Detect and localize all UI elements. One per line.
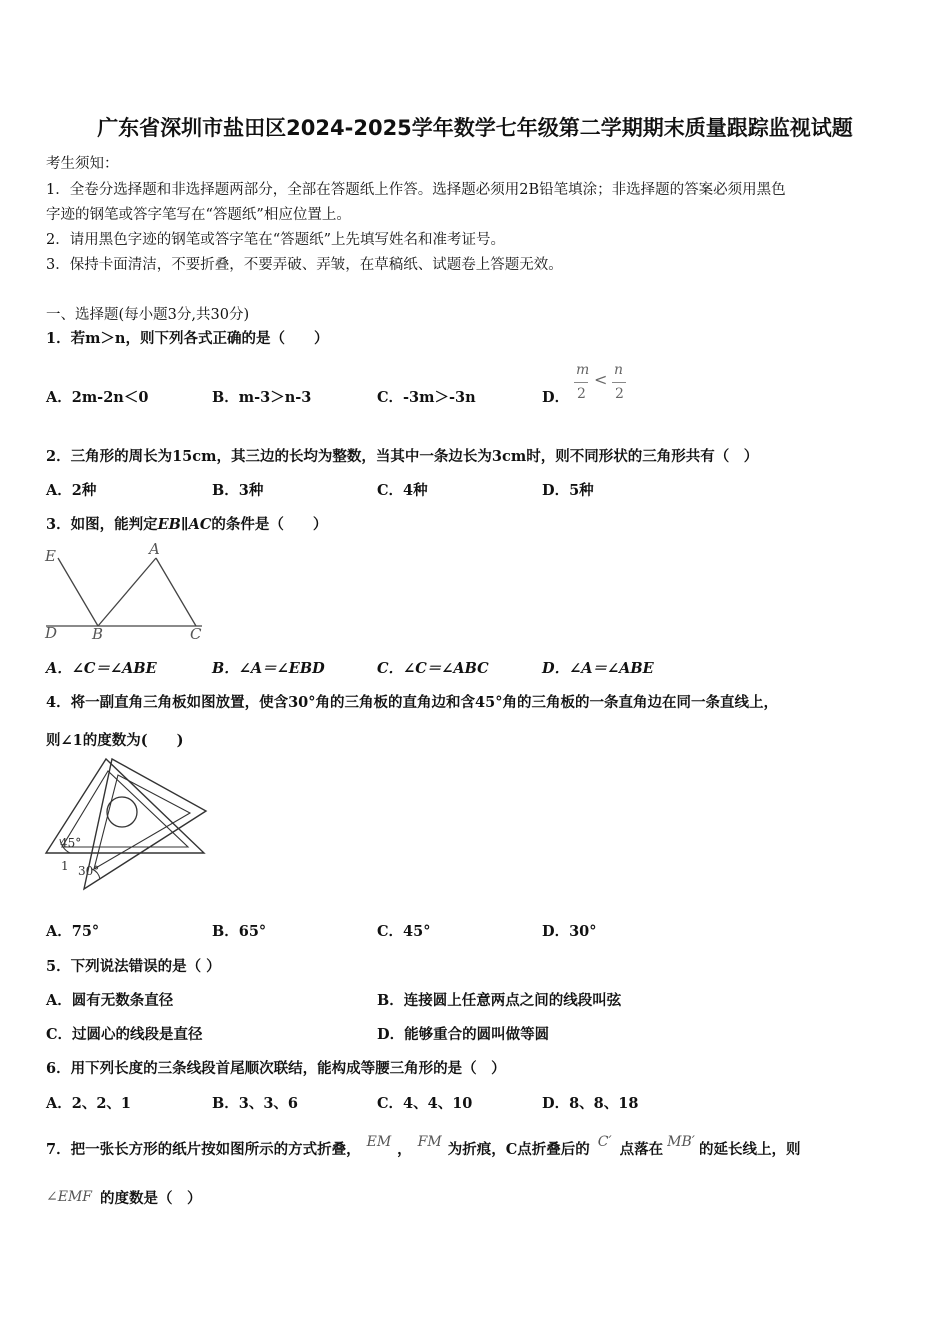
q6-option-c: C．4、4、10 <box>377 1095 473 1112</box>
q7-part1: 7．把一张长方形的纸片按如图所示的方式折叠， <box>46 1141 361 1158</box>
q4-stem-line1: 4．将一副直角三角板如图放置，使含30°角的三角板的直角边和含45°角的三角板的一条直角边在同一条直线上， <box>46 694 778 711</box>
q1-frac2-den: 2 <box>615 386 624 402</box>
q4-stem-line2: 则∠1的度数为( ) <box>46 732 184 749</box>
q3-label-b: B <box>92 625 104 643</box>
notice-heading: 考生须知： <box>46 156 119 172</box>
q7-math-angle-emf: ∠EMF <box>46 1189 92 1205</box>
q4-option-d: D．30° <box>542 923 597 940</box>
notice-item-2: 2．请用黑色字迹的钢笔或答字笔在“答题纸”上先填写姓名和准考证号。 <box>46 232 506 248</box>
q3-label-d: D <box>45 624 58 642</box>
q3-stem <box>46 513 327 534</box>
q1-frac1-num: m <box>576 362 590 378</box>
q7-math-mb-prime: MB′ <box>667 1134 695 1150</box>
q7-part2: 为折痕，C点折叠后的 <box>447 1141 590 1158</box>
q3-option-a: A．∠C＝∠ABE <box>46 660 157 677</box>
q1-option-d: D． <box>542 389 570 406</box>
q4-label-1: 1 <box>61 859 69 873</box>
q4-option-b: B．65° <box>212 923 267 940</box>
q3-option-d: D．∠A＝∠ABE <box>542 660 654 677</box>
q4-triangle-30-inner <box>94 775 190 869</box>
q4-triangle-30 <box>84 759 206 889</box>
q4-label-30: 30° <box>78 864 100 878</box>
q1-frac2-bar <box>612 382 626 383</box>
q3-option-b: B．∠A＝∠EBD <box>212 660 325 677</box>
q7-part3: 点落在 <box>619 1141 664 1158</box>
q3-segment-eb <box>58 558 98 626</box>
page-title: 广东省深圳市盐田区2024-2025学年数学七年级第二学期期末质量跟踪监视试题 <box>97 116 853 140</box>
q7-stem-line2 <box>46 1187 202 1208</box>
q4-option-c: C．45° <box>377 923 431 940</box>
q3-label-a: A <box>149 540 160 558</box>
q6-stem: 6．用下列长度的三条线段首尾顺次联结，能构成等腰三角形的是（ ） <box>46 1060 506 1077</box>
q1-option-c: C．-3m＞-3n <box>377 389 476 406</box>
q7-part4: 的延长线上，则 <box>698 1141 801 1158</box>
q7-math-c-prime: C′ <box>597 1134 612 1150</box>
q5-option-b: B．连接圆上任意两点之间的线段叫弦 <box>377 992 622 1009</box>
q3-label-c: C <box>190 625 202 643</box>
notice-item-1: 1．全卷分选择题和非选择题两部分，全部在答题纸上作答。选择题必须用2B铅笔填涂；非选择题的答案必须用黑色 <box>46 182 786 198</box>
q1-frac-relation: < <box>594 370 608 389</box>
q7-stem-line1 <box>46 1134 801 1159</box>
q3-stem-post: 的条件是（ ） <box>211 516 328 533</box>
q3-segment-ac <box>156 558 196 626</box>
q2-option-c: C．4种 <box>377 482 428 499</box>
q2-stem: 2．三角形的周长为15cm，其三边的长均为整数，当其中一条边长为3cm时，则不同形状的三角形共有（ ） <box>46 448 759 465</box>
q7-part5: 的度数是（ ） <box>100 1190 202 1207</box>
q1-frac2-num: n <box>614 362 624 378</box>
q5-option-d: D．能够重合的圆叫做等圆 <box>377 1026 550 1043</box>
q6-option-b: B．3、3、6 <box>212 1095 299 1112</box>
q3-option-c: C．∠C＝∠ABC <box>377 660 489 677</box>
q5-option-c: C．过圆心的线段是直径 <box>46 1026 203 1043</box>
q1-option-b: B．m-3＞n-3 <box>212 389 312 406</box>
q4-circle-hole <box>107 797 137 827</box>
q6-option-a: A．2、2、1 <box>46 1095 132 1112</box>
q1-frac1-bar <box>574 382 588 383</box>
q7-math-fm: FM <box>417 1134 442 1150</box>
q4-figure <box>40 755 210 895</box>
q3-stem-pre: 3．如图，能判定 <box>46 516 158 533</box>
q1-option-a: A．2m-2n＜0 <box>46 389 149 406</box>
section-heading: 一、选择题(每小题3分,共30分) <box>46 307 250 323</box>
q1-frac1-den: 2 <box>577 386 586 402</box>
q4-label-45: 45° <box>60 836 82 850</box>
q5-option-a: A．圆有无数条直径 <box>46 992 174 1009</box>
notice-item-3: 3．保持卡面清洁，不要折叠，不要弄破、弄皱，在草稿纸、试题卷上答题无效。 <box>46 257 563 273</box>
q7-comma: ， <box>397 1141 412 1158</box>
q6-option-d: D．8、8、18 <box>542 1095 639 1112</box>
q2-option-a: A．2种 <box>46 482 97 499</box>
q4-option-a: A．75° <box>46 923 100 940</box>
q2-option-b: B．3种 <box>212 482 264 499</box>
q1-stem: 1．若m＞n，则下列各式正确的是（ ） <box>46 330 329 347</box>
q3-label-e: E <box>45 547 56 565</box>
notice-item-1-cont: 字迹的钢笔或答字笔写在“答题纸”相应位置上。 <box>46 207 351 223</box>
q2-option-d: D．5种 <box>542 482 594 499</box>
q3-segment-ba <box>98 558 156 626</box>
q7-math-em: EM <box>366 1134 392 1150</box>
q3-stem-math: EB∥AC <box>157 516 212 533</box>
q5-stem: 5．下列说法错误的是（ ） <box>46 958 221 975</box>
